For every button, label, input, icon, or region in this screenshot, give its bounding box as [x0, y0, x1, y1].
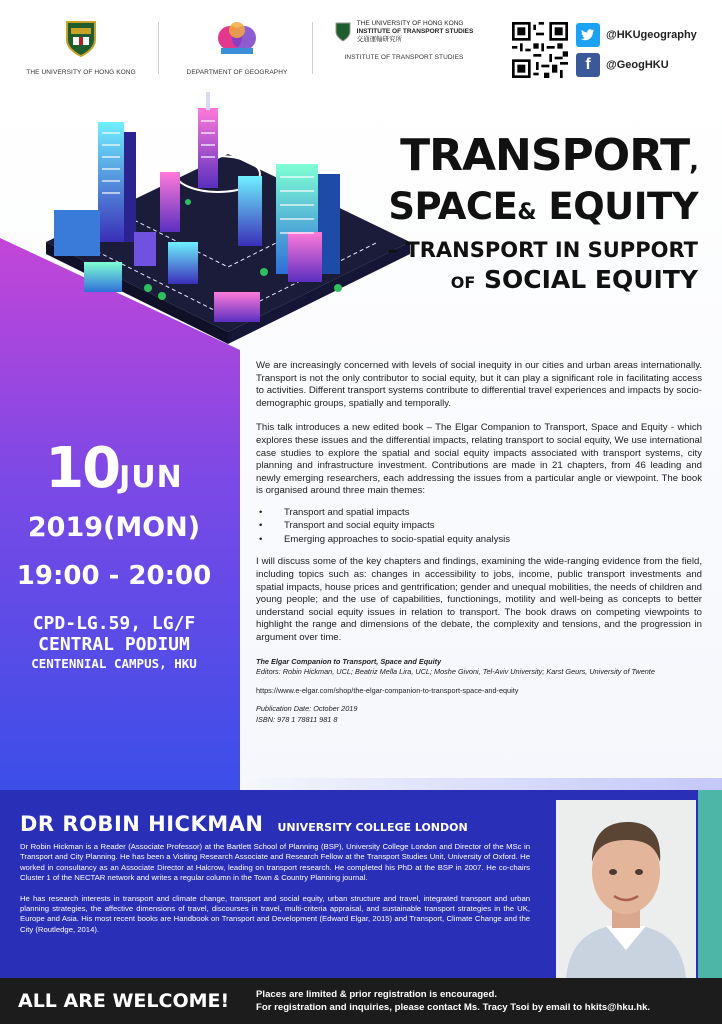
book-title: The Elgar Companion to Transport, Space and Equity [256, 656, 442, 666]
its-logo-caption: INSTITUTE OF TRANSPORT STUDIES [344, 54, 464, 61]
geography-65-anniversary-icon [215, 20, 259, 58]
book-publication-date: Publication Date: October 2019 [256, 704, 358, 714]
subtitle-line-2 [358, 264, 698, 299]
qr-code[interactable] [512, 22, 568, 78]
registration-info [256, 988, 650, 1014]
venue-campus: CENTENNIAL CAMPUS, HKU [31, 656, 197, 671]
geography-logo[interactable] [178, 20, 296, 76]
title-equity: EQUITY [548, 185, 698, 228]
speaker-bio [20, 842, 530, 945]
its-university-line: THE UNIVERSITY OF HONG KONG [356, 20, 464, 27]
welcome-banner: ALL ARE WELCOME! [18, 990, 230, 1012]
event-title [358, 132, 698, 299]
title-transport: TRANSPORT [400, 130, 690, 181]
themes-list [256, 506, 702, 547]
abstract-paragraph: I will discuss some of the key chapters and findings, examining the wide-ranging evidence from the field, including topics such as: changes in accessibility to jobs, income, public transport investments and spatial impacts, house prices and gentrification; gender and unequal mobilities, the needs of children and young people; and the use of capabilities, functionings, motility and well-being as concepts to better understand social equity issues in relation to transport. The book draws on competing viewpoints to highlight the range and dimensions of the debate, the complexity and tensions, and the progression in argument over time. [256, 556, 702, 643]
theme-item: • Emerging approaches to socio-spatial equity analysis [256, 533, 702, 547]
title-comma: , [689, 147, 698, 177]
title-line-1 [358, 132, 698, 186]
subtitle-line-1: – TRANSPORT IN SUPPORT [387, 238, 698, 262]
abstract-paragraph: We are increasingly concerned with levels of social inequity in our cities and urban areas internationally. Transport is not the only contributor to social equity, but it can play a significant role in facilitating access to activities. Different transport systems contribute to differential travel experiences and impacts by socio-demographic groups, spatially and temporally. [256, 360, 702, 409]
twitter-handle: @HKUgeography [606, 29, 697, 41]
theme-item: • Transport and spatial impacts [256, 506, 702, 520]
talk-abstract [256, 360, 702, 725]
registration-line-2[interactable]: For registration and inquiries, please contact Ms. Tracy Tsoi by email to hkits@hku.hk. [256, 1002, 651, 1013]
twitter-link[interactable] [576, 23, 697, 47]
speaker-heading [20, 812, 468, 836]
title-space: SPACE [388, 185, 518, 228]
its-institute-line: INSTITUTE OF TRANSPORT STUDIES [356, 28, 474, 35]
book-info [256, 657, 702, 726]
hku-logo[interactable] [22, 20, 140, 76]
speaker-name: DR ROBIN HICKMAN [20, 812, 264, 836]
its-crest-icon [335, 22, 351, 42]
its-chinese-line: 交通運輸研究所 [356, 36, 403, 43]
bio-paragraph: He has research interests in transport and climate change, transport and social equity, urban structure and travel, integrated transport and urban planning strategies, the affective dimensions of travel, discourses in travel, multi-criteria appraisal, and sustainable transport strategies in the UK, Europe and Asia. His most recent books are Handbook on Transport and Development (Edward Elgar, 2015) and Transport, Climate Change and the City (Routledge, 2014). [20, 893, 530, 934]
speaker-photo [556, 800, 696, 978]
logo-divider [312, 22, 313, 74]
accent-bar [698, 790, 722, 978]
abstract-paragraph: This talk introduces a new edited book – The Elgar Companion to Transport, Space and Equity - which explores these issues and the differential impacts, relating transport to social equity, We use international case studies to explore the spatial and social equity impacts associated with transport systems, city planning and infrastructure investment. Contributions are made in 21 chapters, from 46 leading and newly emerging researchers, each addressing the issues from a particular angle or viewpoint. The book is organised around three main themes: [256, 422, 702, 497]
header-bar [0, 0, 722, 88]
event-year-weekday: 2019(MON) [27, 512, 201, 543]
facebook-f-icon: f [576, 53, 600, 77]
twitter-bird-icon [576, 23, 600, 47]
hku-logo-caption: THE UNIVERSITY OF HONG KONG [26, 69, 136, 76]
subtitle-social-equity: SOCIAL EQUITY [484, 265, 698, 294]
venue-room: CPD-LG.59, LG/F [32, 613, 196, 634]
speaker-affiliation: UNIVERSITY COLLEGE LONDON [277, 821, 468, 834]
its-logo[interactable] [330, 20, 478, 61]
event-month: JUN [119, 460, 183, 495]
event-date-venue [14, 436, 214, 673]
book-isbn: ISBN: 978 1 78811 981 8 [256, 714, 338, 724]
event-time: 19:00 - 20:00 [16, 561, 212, 591]
venue-building: CENTRAL PODIUM [38, 634, 190, 655]
event-date [14, 436, 214, 511]
its-logo-lockup [330, 20, 478, 44]
event-day: 10 [45, 436, 120, 501]
title-ampersand: & [517, 200, 537, 225]
bio-paragraph: Dr Robin Hickman is a Reader (Associate Professor) at the Bartlett School of Planning (BSP), University College London and Director of the MSc in Transport and City Planning. He has been a Visiting Research Associate and Research Fellow at the Transport Studies Unit, University of Oxford. He worked in consultancy as an Associate Director at Halcrow, leading on transport research. He completed his PhD at the BSP in 2007. He co-chairs Cluster 1 of the NECTAR network and writes a regular column in the Town & Country Planning journal. [20, 842, 530, 883]
facebook-link[interactable] [576, 53, 669, 77]
book-url-link[interactable]: https://www.e-elgar.com/shop/the-elgar-companion-to-transport-space-and-equity [256, 685, 519, 695]
speaker-portrait-icon [556, 800, 696, 978]
logo-divider [158, 22, 159, 74]
registration-line-1: Places are limited & prior registration is encouraged. [256, 989, 497, 1000]
theme-item: • Transport and social equity impacts [256, 519, 702, 533]
book-editors: Editors: Robin Hickman, UCL; Beatriz Mella Lira, UCL; Moshe Givoni, Tel-Aviv University; Karst Geurs, University of Twente [256, 667, 655, 677]
facebook-handle: @GeogHKU [606, 59, 669, 71]
hku-crest-icon [65, 20, 97, 58]
title-line-2 [358, 186, 698, 234]
geography-logo-caption: DEPARTMENT OF GEOGRAPHY [186, 69, 288, 76]
subtitle-of: OF [450, 273, 476, 292]
